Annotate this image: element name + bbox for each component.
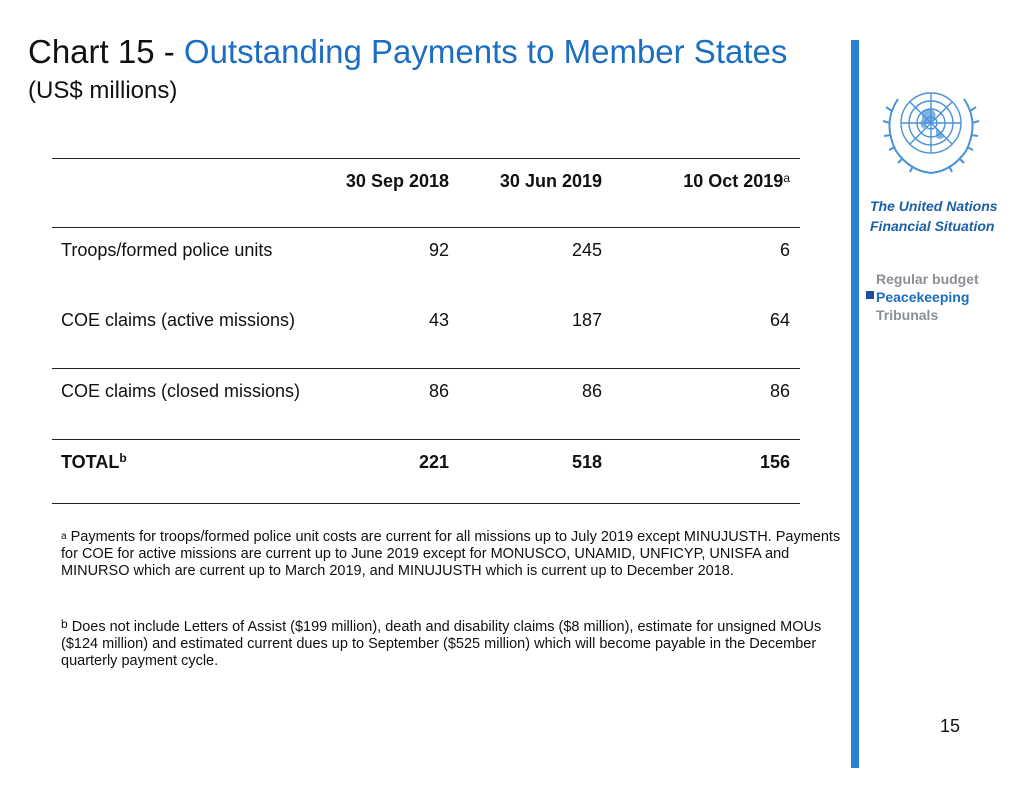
row-value: 86 [769, 381, 790, 401]
active-nav-marker [866, 291, 874, 299]
nav-regular-budget[interactable]: Regular budget [876, 271, 979, 287]
row-value: 86 [428, 381, 449, 401]
row-value: 187 [571, 310, 602, 330]
total-footnote-marker: b [119, 451, 127, 465]
row-label: COE claims (active missions) [61, 310, 296, 330]
nav-peacekeeping[interactable]: Peacekeeping [876, 289, 970, 305]
table-total-row [52, 440, 800, 504]
row-value: 245 [571, 240, 602, 260]
page-title [28, 32, 787, 72]
total-value: 156 [759, 452, 790, 472]
payments-table [52, 158, 800, 504]
total-label: TOTAL$^b$ [61, 451, 127, 472]
row-value: 86 [581, 381, 602, 401]
table-header-row [52, 158, 800, 228]
header-col-2: 30 Jun 2019 [499, 171, 602, 191]
row-value: 6 [779, 240, 790, 260]
sidebar-title [870, 196, 1020, 236]
page-subtitle: (US$ millions) [28, 77, 178, 104]
row-value: 64 [769, 310, 790, 330]
footnote-b-text: Does not include Letters of Assist ($199 million), death and disability claims ($8 million), estimate for unsigned MOUs ($124 million) and estimated current dues up to September ($525 million) which will become payable in the December quarterly payment cycle. [61, 619, 822, 669]
row-label: COE claims (closed missions) [61, 381, 301, 401]
row-label: Troops/formed police units [61, 240, 273, 260]
un-emblem-icon [870, 77, 992, 181]
nav-tribunals[interactable]: Tribunals [876, 307, 939, 323]
row-value: 43 [428, 310, 449, 330]
title-main: Outstanding Payments to Member States [183, 33, 788, 70]
table-row [52, 369, 800, 440]
header-footnote-marker: a [783, 171, 790, 185]
footnote-a-text: Payments for troops/formed police unit costs are current for all missions up to July 2019 except MINUJUSTH. Payments for COE for active missions are current up to June 2019 except for MONUSCO, UNAMID, UNFICYP, UNISFA and MINURSO which are current up to March 2019, and MINUJUSTH which is current up to December 2018. [61, 529, 841, 579]
sidebar-title-line2: Financial Situation [870, 218, 995, 234]
table-row [52, 298, 800, 369]
total-value: 221 [418, 452, 449, 472]
header-col-3: 10 Oct 2019$^a$ [683, 171, 790, 191]
footnote-b [61, 619, 851, 670]
title-prefix: Chart 15 - [28, 33, 184, 70]
sidebar-divider [851, 40, 859, 768]
table-row [52, 228, 800, 298]
row-value: 92 [428, 240, 449, 260]
header-col-1: 30 Sep 2018 [345, 171, 449, 191]
page-number: 15 [940, 716, 961, 736]
footnote-b-marker: b [61, 617, 68, 631]
total-value: 518 [571, 452, 602, 472]
sidebar-title-line1: The United Nations [870, 198, 998, 214]
footnote-a-marker: a [61, 531, 67, 542]
footnote-a [61, 529, 851, 580]
